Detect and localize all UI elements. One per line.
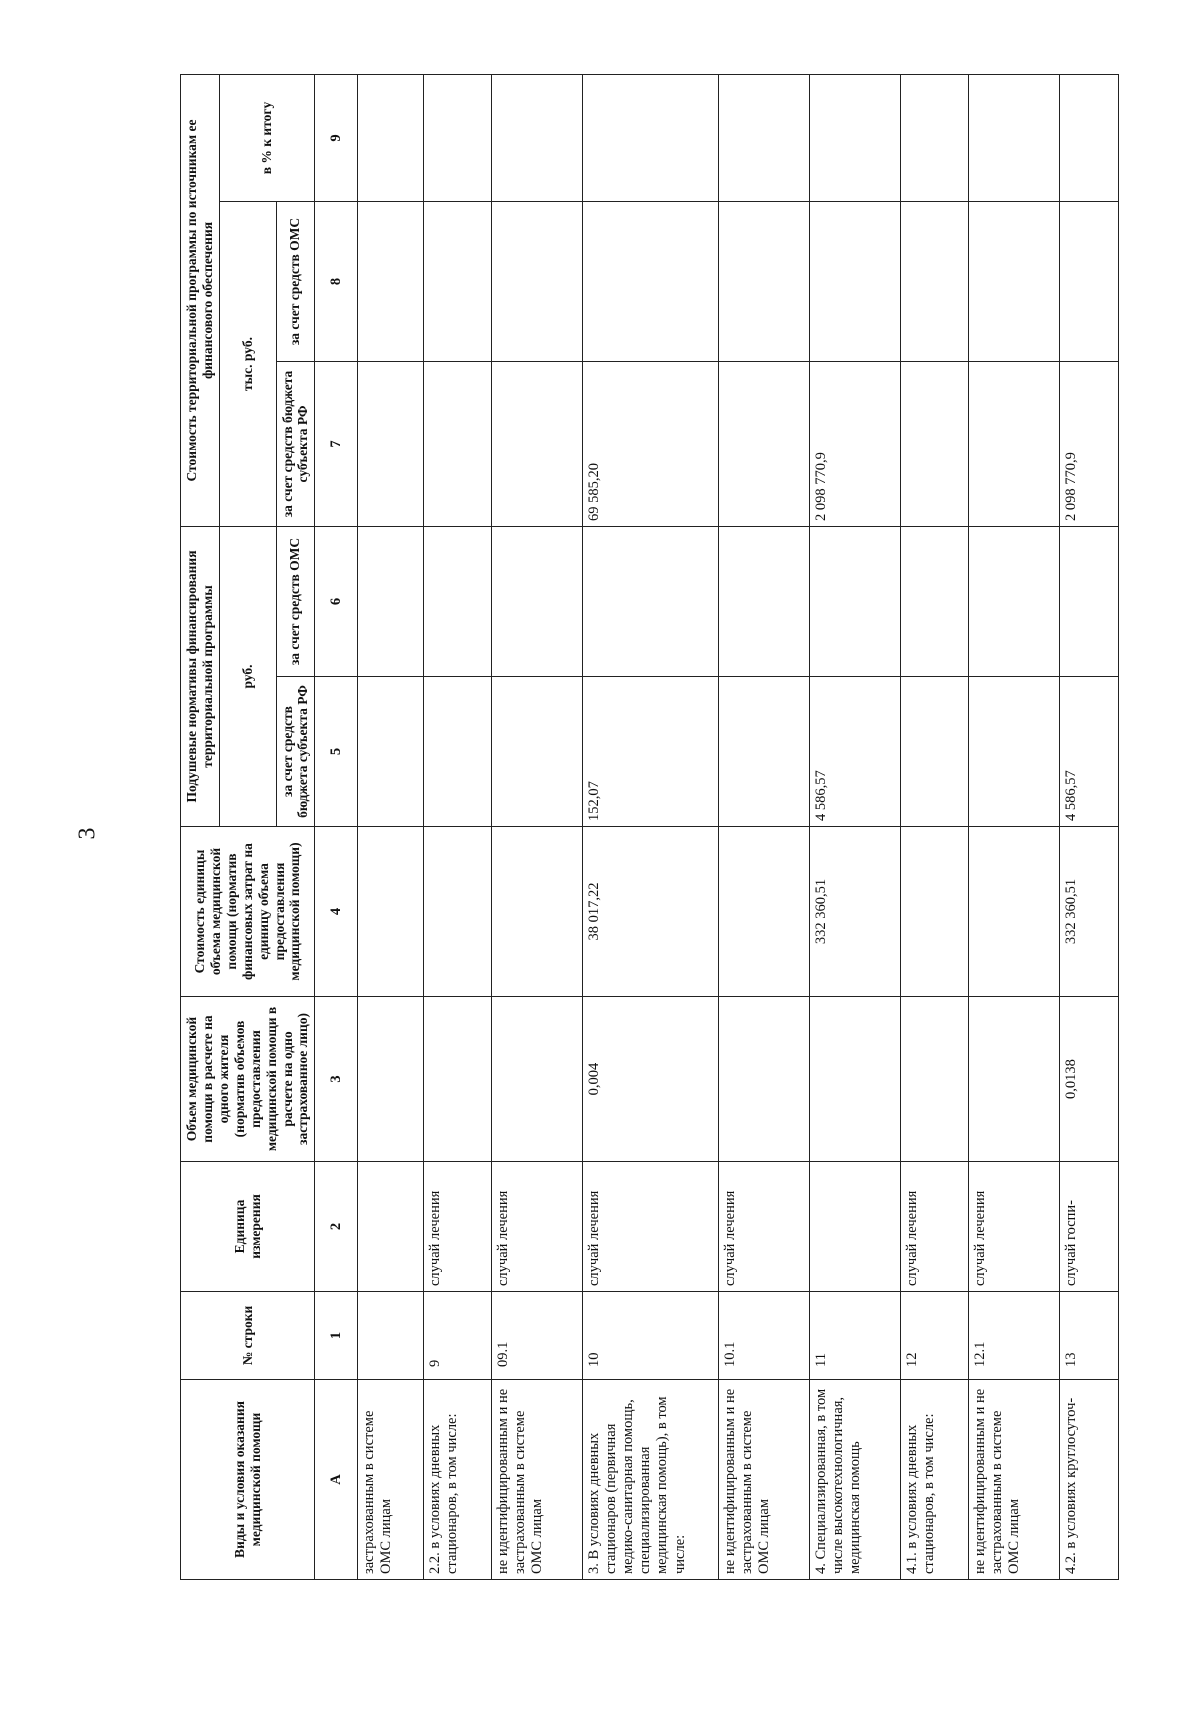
row-unit: случай лечения: [901, 1162, 969, 1292]
row-v3: 0,004: [582, 997, 718, 1162]
row-unit: случай госпи-: [1060, 1162, 1119, 1292]
colnum-9: 9: [315, 75, 358, 202]
row-v9: [582, 75, 718, 202]
row-label: 4.2. в условиях круглосуточ-: [1060, 1380, 1119, 1580]
row-v5: 4 586,57: [1060, 677, 1119, 827]
row-label: 4.1. в условиях дневных стационаров, в том числе:: [901, 1380, 969, 1580]
financing-table: [180, 74, 1119, 1580]
row-v6: [968, 527, 1059, 677]
row-v4: [423, 827, 491, 997]
row-v3: [901, 997, 969, 1162]
header-col-1: № строки: [181, 1292, 315, 1380]
row-number: [358, 1292, 424, 1380]
row-v3: [968, 997, 1059, 1162]
row-unit: случай лечения: [968, 1162, 1059, 1292]
row-number: 10.1: [718, 1292, 809, 1380]
row-v4: [358, 827, 424, 997]
row-unit: случай лечения: [423, 1162, 491, 1292]
colnum-7: 7: [315, 362, 358, 527]
header-col-2: Единица измерения: [181, 1162, 315, 1292]
row-v7: [718, 362, 809, 527]
colnum-5: 5: [315, 677, 358, 827]
row-v3: [423, 997, 491, 1162]
row-v5: [358, 677, 424, 827]
table-wrapper: [180, 75, 1085, 1580]
row-v4: 38 017,22: [582, 827, 718, 997]
row-v4: 332 360,51: [1060, 827, 1119, 997]
row-v9: [968, 75, 1059, 202]
row-v8: [423, 202, 491, 362]
row-v9: [423, 75, 491, 202]
row-v6: [491, 527, 582, 677]
row-v4: [718, 827, 809, 997]
header-group-pp-unit: руб.: [219, 527, 276, 827]
row-number: 12.1: [968, 1292, 1059, 1380]
table-row: [582, 75, 718, 1580]
column-number-row: [315, 75, 358, 1580]
row-number: 10: [582, 1292, 718, 1380]
row-unit: случай лечения: [582, 1162, 718, 1292]
colnum-2: 2: [315, 1162, 358, 1292]
row-v7: [968, 362, 1059, 527]
row-v6: [582, 527, 718, 677]
row-label: застрахованным в системе ОМС лицам: [358, 1380, 424, 1580]
table-row: [718, 75, 809, 1580]
row-v5: [901, 677, 969, 827]
header-group-cost-unit: тыс. руб.: [219, 202, 276, 527]
row-number: 09.1: [491, 1292, 582, 1380]
page-number: 3: [74, 827, 101, 840]
header-col-6: за счет средств ОМС: [276, 527, 315, 677]
row-v9: [901, 75, 969, 202]
row-v6: [809, 527, 900, 677]
row-v5: [423, 677, 491, 827]
header-col-5: за счет средств бюджета субъекта РФ: [276, 677, 315, 827]
row-v6: [901, 527, 969, 677]
row-v9: [718, 75, 809, 202]
table-row: [809, 75, 900, 1580]
row-v6: [358, 527, 424, 677]
row-label: не идентифицированным и не застрахованным в системе ОМС лицам: [718, 1380, 809, 1580]
row-v3: [809, 997, 900, 1162]
colnum-4: 4: [315, 827, 358, 997]
header-col-4: Стоимость единицы объема медицинской помощи (норматив финансовых затрат на единицу объема предоставления медицинской помощи): [181, 827, 315, 997]
row-v9: [358, 75, 424, 202]
row-v7: [358, 362, 424, 527]
row-v3: [491, 997, 582, 1162]
row-v7: [901, 362, 969, 527]
row-number: 13: [1060, 1292, 1119, 1380]
row-v4: 332 360,51: [809, 827, 900, 997]
row-v3: 0,0138: [1060, 997, 1119, 1162]
header-group-cost: Стоимость территориальной программы по источникам ее финансового обеспечения: [181, 75, 220, 527]
row-v3: [358, 997, 424, 1162]
row-label: 3. В условиях дневных стационаров (первичная медико-санитарная помощь, специализированная медицинская помощь), в том числе:: [582, 1380, 718, 1580]
row-unit: случай лечения: [491, 1162, 582, 1292]
header-col-3: Объем медицинской помощи в расчете на одного жителя (норматив объемов предоставления медицинской помощи в расчете на одно застрахованное лицо): [181, 997, 315, 1162]
row-unit: [809, 1162, 900, 1292]
row-v8: [582, 202, 718, 362]
colnum-6: 6: [315, 527, 358, 677]
colnum-8: 8: [315, 202, 358, 362]
row-v9: [491, 75, 582, 202]
row-v3: [718, 997, 809, 1162]
row-v7: 2 098 770,9: [809, 362, 900, 527]
header-col-9: в % к итогу: [219, 75, 315, 202]
row-number: 12: [901, 1292, 969, 1380]
row-v9: [809, 75, 900, 202]
colnum-a: А: [315, 1380, 358, 1580]
table-row: [968, 75, 1059, 1580]
colnum-1: 1: [315, 1292, 358, 1380]
colnum-3: 3: [315, 997, 358, 1162]
header-group-pp: Подушевые нормативы финансирования территориальной программы: [181, 527, 220, 827]
table-row: [423, 75, 491, 1580]
row-v7: [491, 362, 582, 527]
row-v5: [718, 677, 809, 827]
row-label: не идентифицированным и не застрахованным в системе ОМС лицам: [968, 1380, 1059, 1580]
row-v8: [491, 202, 582, 362]
header-col-7: за счет средств бюджета субъекта РФ: [276, 362, 315, 527]
row-v4: [491, 827, 582, 997]
row-v5: 4 586,57: [809, 677, 900, 827]
table-row: [1060, 75, 1119, 1580]
row-label: 2.2. в условиях дневных стационаров, в том числе:: [423, 1380, 491, 1580]
row-v4: [968, 827, 1059, 997]
row-v8: [1060, 202, 1119, 362]
row-v9: [1060, 75, 1119, 202]
table-row: [358, 75, 424, 1580]
row-v5: [968, 677, 1059, 827]
row-number: 9: [423, 1292, 491, 1380]
row-label: 4. Специализированная, в том числе высокотехнологичная, медицинская помощь: [809, 1380, 900, 1580]
row-v6: [718, 527, 809, 677]
row-v6: [423, 527, 491, 677]
row-v7: [423, 362, 491, 527]
row-v7: 2 098 770,9: [1060, 362, 1119, 527]
row-label: не идентифицированным и не застрахованным в системе ОМС лицам: [491, 1380, 582, 1580]
row-v4: [901, 827, 969, 997]
row-v5: [491, 677, 582, 827]
row-v8: [358, 202, 424, 362]
row-v7: 69 585,20: [582, 362, 718, 527]
row-v6: [1060, 527, 1119, 677]
header-col-8: за счет средств ОМС: [276, 202, 315, 362]
row-unit: [358, 1162, 424, 1292]
row-v8: [968, 202, 1059, 362]
header-col-a: Виды и условия оказания медицинской помощи: [181, 1380, 315, 1580]
row-v5: 152,07: [582, 677, 718, 827]
row-unit: случай лечения: [718, 1162, 809, 1292]
row-v8: [809, 202, 900, 362]
table-row: [901, 75, 969, 1580]
table-row: [491, 75, 582, 1580]
row-v8: [718, 202, 809, 362]
row-number: 11: [809, 1292, 900, 1380]
row-v8: [901, 202, 969, 362]
